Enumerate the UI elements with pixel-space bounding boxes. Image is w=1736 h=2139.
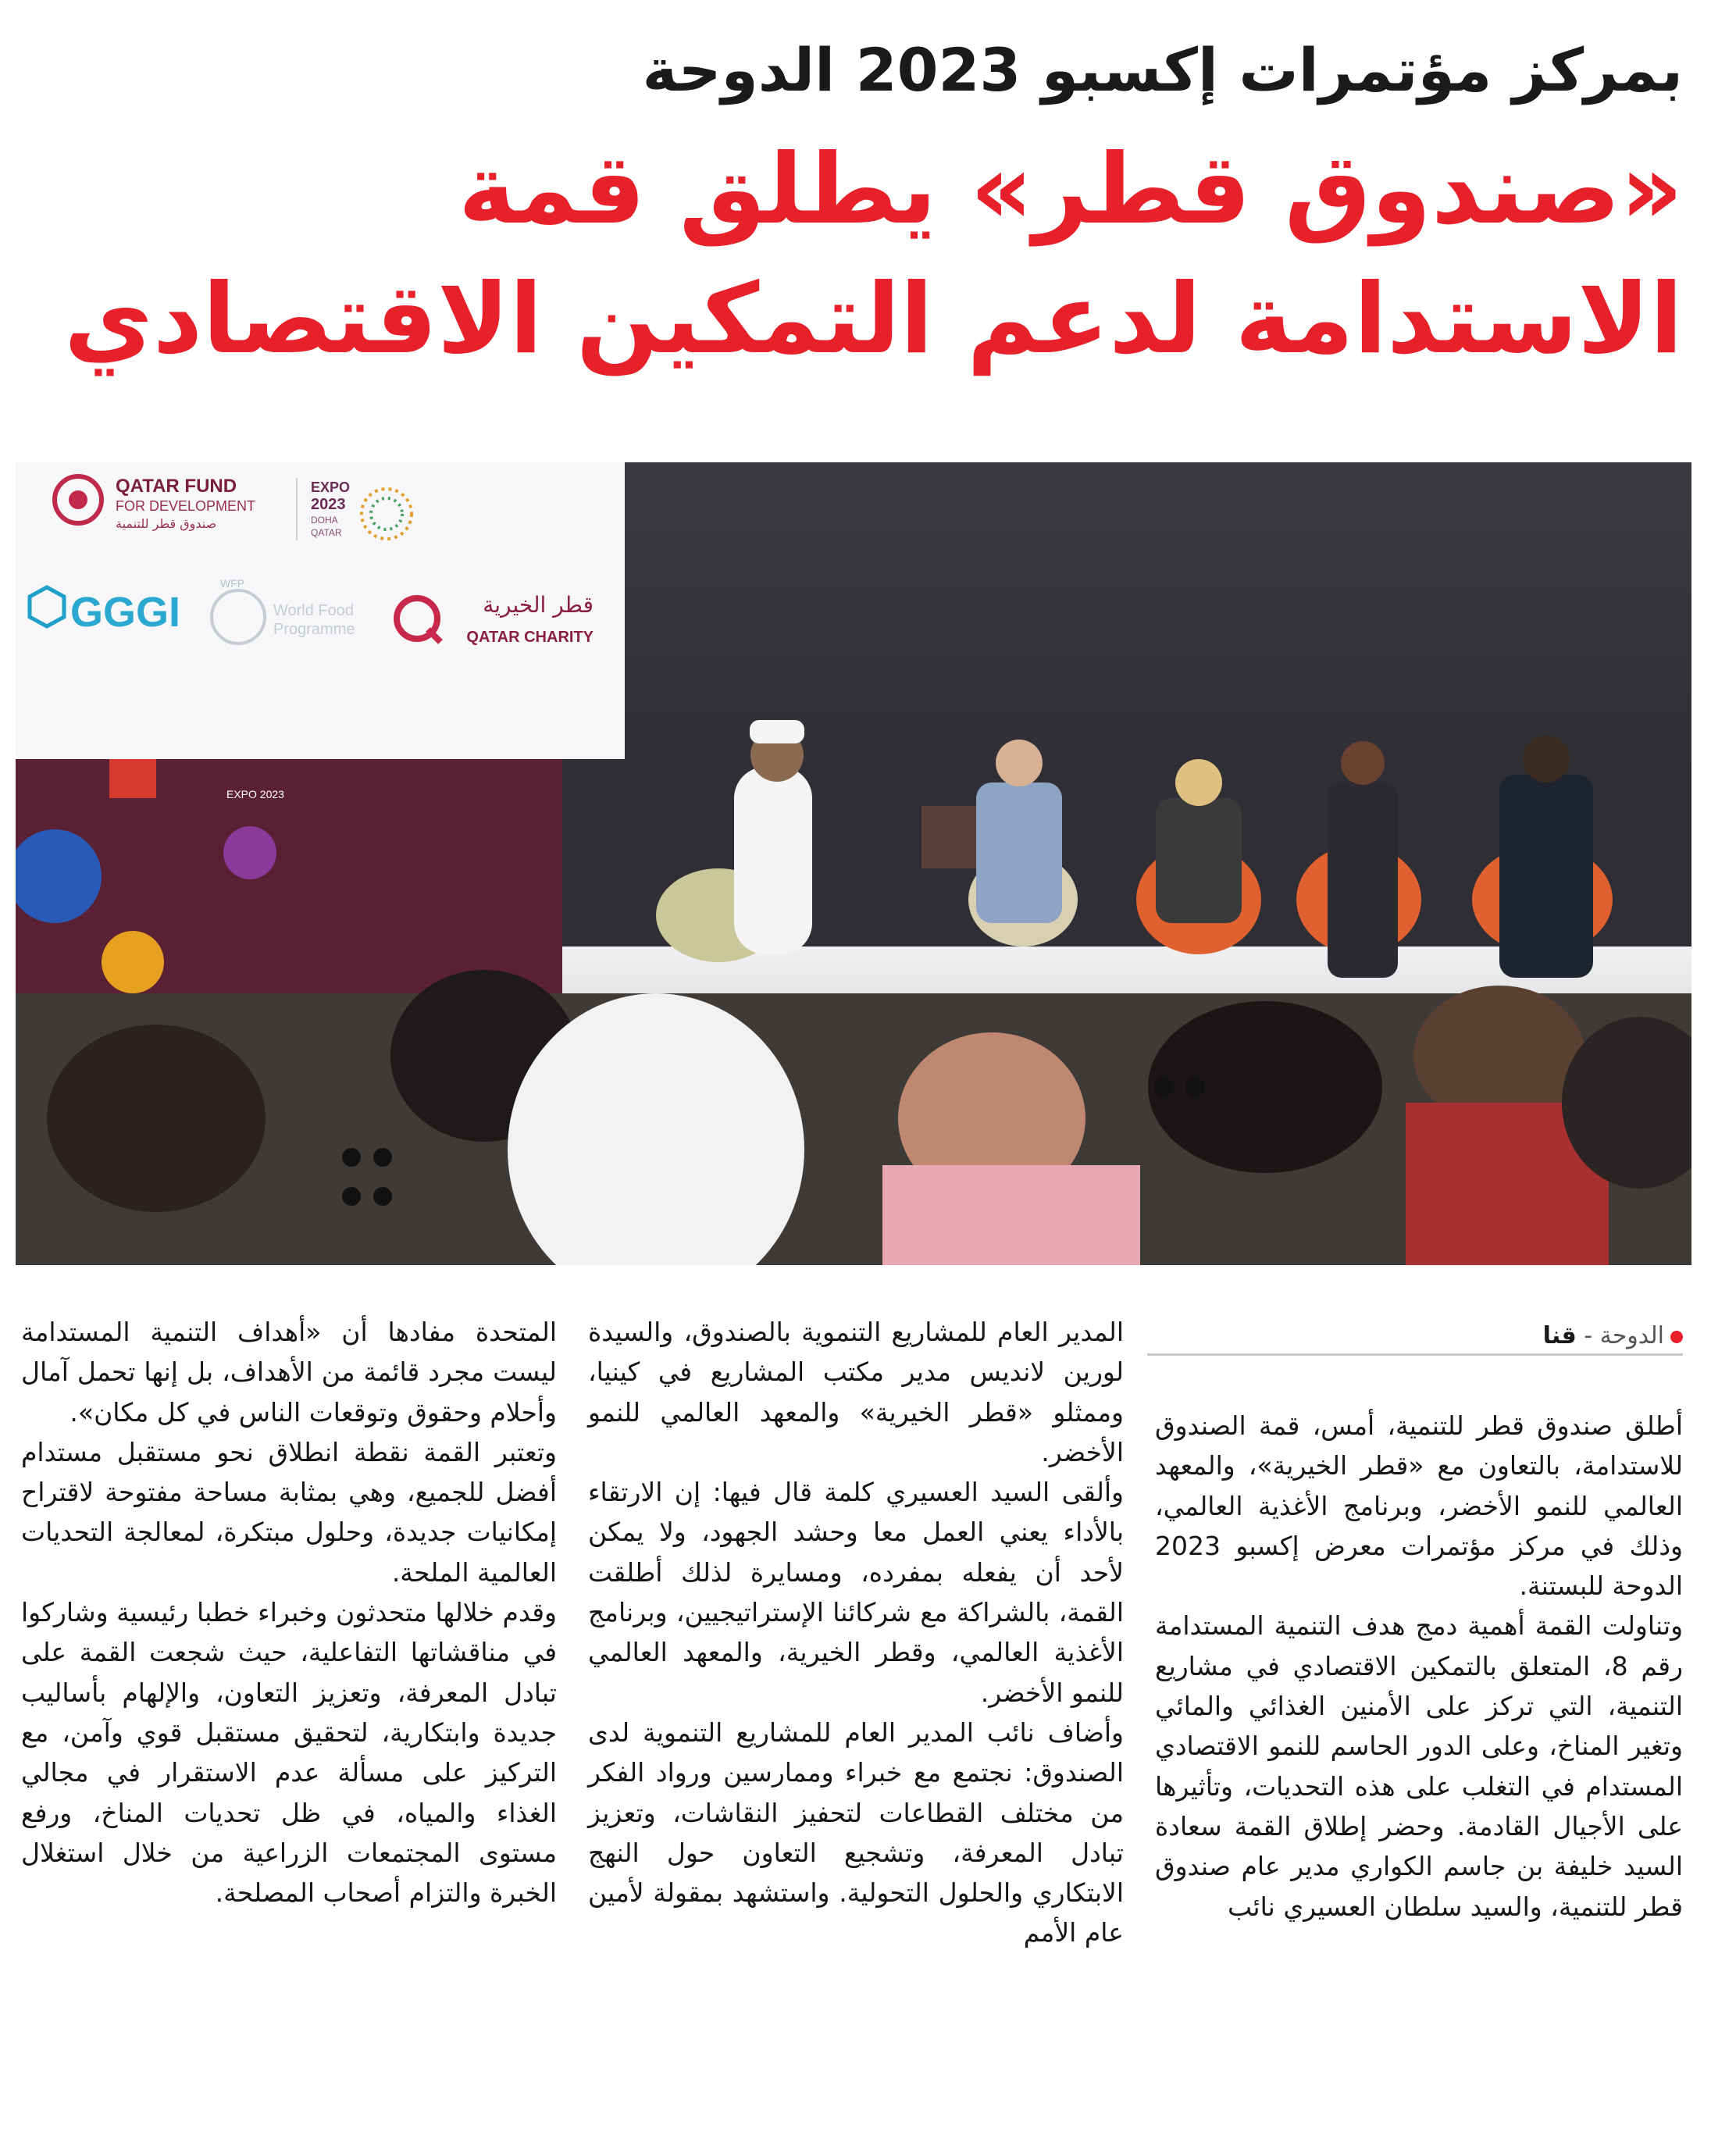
article-photo (16, 462, 1691, 1265)
article-column-1 (1155, 1406, 1683, 1927)
paragraph: وأضاف نائب المدير العام للمشاريع التنموية لدى الصندوق: نجتمع مع خبراء وممارسين ورواد الفكر من مختلف القطاعات لتحفيز النقاشات، وتعزيز تبادل المعرفة، وتشجيع التعاون حول النهج الابتكاري والحلول التحولية. واستشهد بمقولة لأمين عام الأمم (588, 1717, 1124, 1948)
paragraph: وتعتبر القمة نقطة انطلاق نحو مستقبل مستدام أفضل للجميع، وهي بمثابة مساحة مفتوحة لاقتراح إمكانيات جديدة، وحلول مبتكرة، لمعالجة التحديات العالمية الملحة. (21, 1436, 557, 1588)
byline-agency: قنا (1542, 1322, 1577, 1349)
stage-expo-text: EXPO 2023 (226, 788, 284, 800)
qc-en: QATAR CHARITY (466, 629, 594, 646)
expo-3: DOHA (311, 515, 338, 526)
wfp-1: World Food (273, 602, 355, 619)
qc-ar: قطر الخيرية (483, 592, 594, 618)
gggi-text: GGGI (70, 589, 181, 636)
qfd-ar: صندوق قطر للتنمية (116, 516, 217, 531)
wfp-small: WFP (220, 577, 245, 590)
headline-line-2: الاستدامة لدعم التمكين الاقتصادي (64, 263, 1683, 376)
stage-screen (16, 462, 625, 759)
article-column-3 (21, 1312, 557, 1913)
wfp-2: Programme (273, 621, 355, 638)
expo-4: QATAR (311, 527, 342, 538)
audience (16, 970, 1691, 1265)
qfd-en-1: QATAR FUND (116, 476, 237, 497)
article-headline (43, 125, 1683, 384)
byline-dot (1670, 1331, 1683, 1343)
paragraph: المدير العام للمشاريع التنموية بالصندوق، والسيدة لورين لانديس مدير مكتب المشاريع في كينيا، وممثلو «قطر الخيرية» والمعهد العالمي للنمو الأخضر. (588, 1317, 1124, 1467)
paragraph: أطلق صندوق قطر للتنمية، أمس، قمة الصندوق للاستدامة، بالتعاون مع «قطر الخيرية»، والمعهد العالمي للنمو الأخضر، وبرنامج الأغذية العالمي، وذلك في مركز مؤتمرات معرض إكسبو 2023 الدوحة للبستنة. (1155, 1410, 1683, 1602)
qfd-en-2: FOR DEVELOPMENT (116, 498, 256, 514)
paragraph: المتحدة مفادها أن «أهداف التنمية المستدامة ليست مجرد قائمة من الأهداف، بل إنها تحمل آمال وأحلام وحقوق وتوقعات الناس في كل مكان». (21, 1317, 557, 1428)
headline-line-1: «صندوق قطر» يطلق قمة (458, 134, 1683, 246)
paragraph: وقدم خلالها متحدثون وخبراء خطبا رئيسية وشاركوا في مناقشاتها التفاعلية، حيث شجعت القمة على تبادل المعرفة، وتعزيز التعاون، والإلهام بأساليب جديدة وابتكارية، لتحقيق مستقبل قوي وآمن، مع التركيز على مسألة عدم الاستقرار في مجالي الغذاء والمياه، في ظل تحديات المناخ، ورفع مستوى المجتمعات الزراعية من خلال استغلال الخبرة والتزام أصحاب المصلحة. (21, 1597, 557, 1909)
byline (1147, 1322, 1683, 1356)
paragraph: وألقى السيد العسيري كلمة قال فيها: إن الارتقاء بالأداء يعني العمل معا وحشد الجهود، ولا يمكن لأحد أن يفعله بمفرده، ومسايرة لذلك أطلقت القمة، بالشراكة مع شركائنا الإستراتيجيين، وبرنامج الأغذية العالمي، وقطر الخيرية، والمعهد العالمي للنمو الأخضر. (588, 1477, 1124, 1708)
article-kicker: بمركز مؤتمرات إكسبو 2023 الدوحة (642, 35, 1683, 105)
expo-1: EXPO (311, 479, 351, 495)
paragraph: وتناولت القمة أهمية دمج هدف التنمية المستدامة رقم 8، المتعلق بالتمكين الاقتصادي في مشاريع التنمية، التي تركز على الأمنين الغذائي والمائي وتغير المناخ، وعلى الدور الحاسم للنمو الاقتصادي المستدام في التغلب على هذه التحديات، وتأثيرها على الأجيال القادمة. وحضر إطلاق القمة سعادة السيد خليفة بن جاسم الكواري مدير عام صندوق قطر للتنمية، والسيد سلطان العسيري نائب (1155, 1610, 1683, 1922)
expo-2: 2023 (311, 496, 346, 513)
article-column-2 (588, 1312, 1124, 1953)
byline-place: الدوحة - (1584, 1322, 1664, 1349)
